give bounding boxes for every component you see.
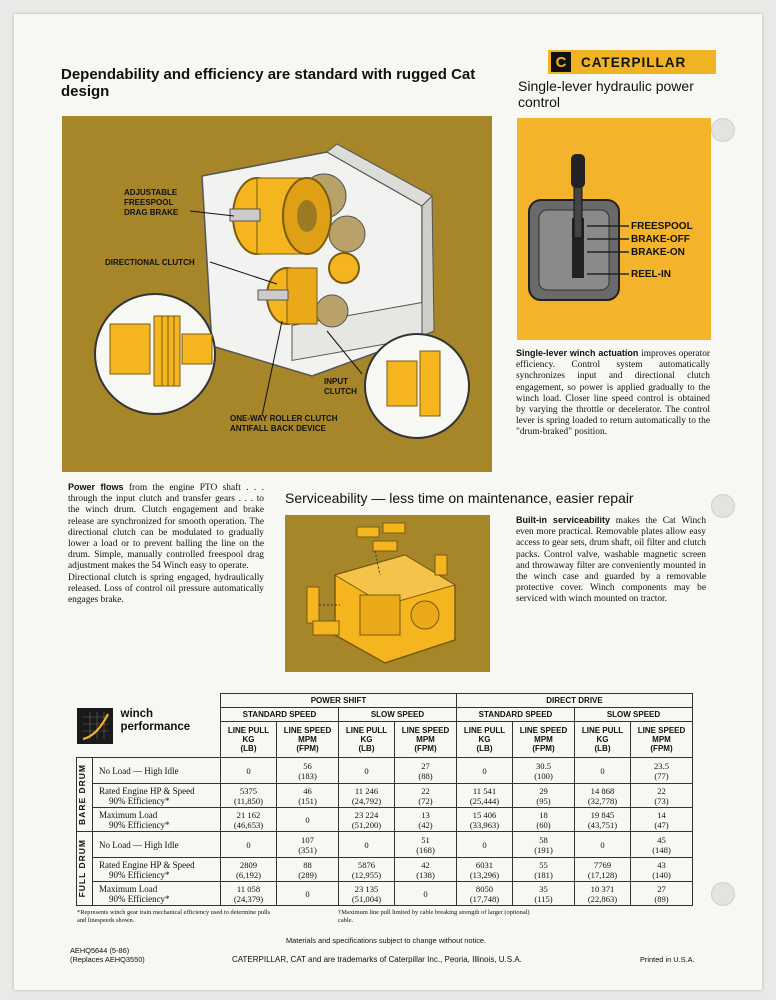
table-cell: 0 [277,882,339,906]
efficiency-footnote: *Represents winch gear train mechanical efficiency used to determine pulls and linespeeds shown. [77,909,271,924]
label-brake-on: BRAKE-ON [631,247,685,258]
label-directional-clutch: DIRECTIONAL CLUTCH [105,258,195,267]
table-cell: 55 (181) [513,858,575,882]
col-line-speed: LINE SPEED MPM (FPM) [631,722,693,758]
performance-badge-cell [77,694,221,758]
header-dd-slow: SLOW SPEED [575,708,693,722]
table-cell: 11 246 (24,792) [339,784,395,808]
col-line-pull: LINE PULL KG (LB) [575,722,631,758]
document-code: AEHQ5644 (5-86) [70,946,130,955]
table-cell: 11 541 (25,444) [457,784,513,808]
table-cell: 30.5 (100) [513,758,575,784]
table-cell: 0 [221,832,277,858]
performance-chart-icon [77,708,113,744]
table-cell: 45 (148) [631,832,693,858]
performance-label-2: performance [120,721,191,734]
materials-note: Materials and specifications subject to change without notice. [286,936,487,945]
label-drag-brake-2: FREESPOOL [124,198,174,207]
table-cell: 0 [277,808,339,832]
performance-label-1: winch [120,708,154,721]
table-cell: 18 (60) [513,808,575,832]
table-cell: 2809 (6,192) [221,858,277,882]
caterpillar-logo [548,50,716,74]
label-brake-off: BRAKE-OFF [631,234,690,245]
punch-hole [711,118,735,142]
serviceability-lead: Built-in serviceability [516,515,610,525]
winch-cutaway-illustration [62,116,492,472]
table-cell: 14 (47) [631,808,693,832]
table-cell: 43 (140) [631,858,693,882]
table-cell: 0 [575,832,631,858]
serviceability-illustration [285,515,490,672]
table-cell: 107 (351) [277,832,339,858]
col-line-pull: LINE PULL KG (LB) [221,722,277,758]
table-cell: 0 [457,758,513,784]
col-line-pull: LINE PULL KG (LB) [457,722,513,758]
header-dd-standard: STANDARD SPEED [457,708,575,722]
table-cell: 42 (138) [395,858,457,882]
table-cell: 13 (42) [395,808,457,832]
table-cell: 21 162 (46,653) [221,808,277,832]
table-cell: 46 (151) [277,784,339,808]
table-cell: 27 (89) [631,882,693,906]
col-line-speed: LINE SPEED MPM (FPM) [395,722,457,758]
punch-hole [711,494,735,518]
table-cell: 56 (183) [277,758,339,784]
col-line-speed: LINE SPEED MPM (FPM) [513,722,575,758]
table-row [77,758,693,784]
trademark-note: CATERPILLAR, CAT and are trademarks of Caterpillar Inc., Peoria, Illinois, U.S.A. [232,955,522,964]
table-cell: 0 [221,758,277,784]
serviceability-text [516,515,706,606]
table-cell: 23 135 (51,004) [339,882,395,906]
table-cell: 0 [575,758,631,784]
table-cell: 0 [395,882,457,906]
power-body-2: Directional clutch is spring engaged, hydraulically released. Loss of control oil pressure automatically engages brake. [68,572,264,606]
table-cell: 6031 (13,296) [457,858,513,882]
col-line-speed: LINE SPEED MPM (FPM) [277,722,339,758]
label-input-clutch-2: CLUTCH [324,387,357,396]
full-drum-group: FULL DRUM [77,832,93,906]
table-cell: 29 (95) [513,784,575,808]
table-cell: 11 058 (24,379) [221,882,277,906]
col-line-pull: LINE PULL KG (LB) [339,722,395,758]
table-cell: 27 (88) [395,758,457,784]
serviceability-body: makes the Cat Winch even more practical. Removable plates allow easy access to gear sets, drum shaft, oil filter and clutch packs. Control valve, washable magnetic screen and throwaway filter are conveniently mounted in the winch case and guarded by a removable protective cover. Winch components may be serviced with winch mounted on tractor. [516,516,707,605]
table-cell: 5876 (12,955) [339,858,395,882]
table-cell: 51 (168) [395,832,457,858]
table-cell: 0 [339,758,395,784]
table-row [77,808,693,832]
label-reel-in: REEL-IN [631,269,671,280]
table-cell: 19 845 (43,751) [575,808,631,832]
page-headline: Dependability and efficiency are standard with rugged Cat design [61,66,476,100]
table-cell: 35 (115) [513,882,575,906]
table-row [77,858,693,882]
table-cell: 0 [457,832,513,858]
label-input-clutch-1: INPUT [324,377,348,386]
power-lead: Power flows [68,482,124,492]
lever-heading: Single-lever hydraulic power control [518,78,694,110]
row-label: Maximum Load 90% Efficiency* [93,808,221,832]
printed-note: Printed in U.S.A. [640,955,695,964]
table-row [77,832,693,858]
table-cell: 22 (73) [631,784,693,808]
table-cell: 23.5 (77) [631,758,693,784]
table-cell: 15 406 (33,963) [457,808,513,832]
table-cell: 14 868 (32,778) [575,784,631,808]
row-label: Maximum Load 90% Efficiency* [93,882,221,906]
table-cell: 88 (289) [277,858,339,882]
winch-performance-table [76,693,693,906]
label-drag-brake-3: DRAG BRAKE [124,208,179,217]
lever-lead: Single-lever winch actuation [516,348,639,358]
serviceability-heading: Serviceability — less time on maintenance, easier repair [285,490,634,506]
lever-body: improves operator efficiency. Control system automatically synchronizes input and directional clutch engagement, so power is applied gradually to the winch load. Closer line speed control is obtained by varying the throttle or decelerator. The control lever is spring loaded to return automatically to the "drum-braked" position. [516,349,710,438]
table-row [77,784,693,808]
table-row [77,882,693,906]
header-ps-slow: SLOW SPEED [339,708,457,722]
row-label: No Load — High Idle [93,832,221,858]
table-cell: 5375 (11,850) [221,784,277,808]
table-cell: 58 (191) [513,832,575,858]
header-direct-drive: DIRECT DRIVE [457,694,693,708]
row-label: Rated Engine HP & Speed 90% Efficiency* [93,858,221,882]
power-body: from the engine PTO shaft . . . through the input clutch and transfer gears . . . to the winch drum. Clutch engagement and brake release are synchronized for smooth operation. The directional clutch can be modulated to gradually lower a load or to prevent balling the line on the drum. Simple, manually controlled freespool drag adjustment makes the 54 Winch easy to operate. [68,483,264,572]
table-cell: 8050 (17,748) [457,882,513,906]
bare-drum-group: BARE DRUM [77,758,93,832]
label-drag-brake-1: ADJUSTABLE [124,188,178,197]
lever-description [516,348,710,439]
table-cell: 10 371 (22,863) [575,882,631,906]
table-cell: 7769 (17,128) [575,858,631,882]
label-roller-clutch-2: ANTIFALL BACK DEVICE [230,424,326,433]
table-cell: 0 [339,832,395,858]
brand-name: CATERPILLAR [581,54,687,70]
table-cell: 23 224 (51,200) [339,808,395,832]
power-flow-text [68,482,264,606]
label-freespool: FREESPOOL [631,221,693,232]
header-ps-standard: STANDARD SPEED [221,708,339,722]
control-lever-illustration [517,118,711,340]
label-roller-clutch-1: ONE-WAY ROLLER CLUTCH [230,414,338,423]
header-power-shift: POWER SHIFT [221,694,457,708]
table-cell: 22 (72) [395,784,457,808]
row-label: No Load — High Idle [93,758,221,784]
cable-footnote: †Maximum line pull limited by cable breaking strength of larger (optional) cable. [338,909,530,924]
replaces-code: (Replaces AEHQ3550) [70,955,145,964]
punch-hole [711,882,735,906]
cat-logo-icon: C [551,52,571,72]
row-label: Rated Engine HP & Speed 90% Efficiency* [93,784,221,808]
